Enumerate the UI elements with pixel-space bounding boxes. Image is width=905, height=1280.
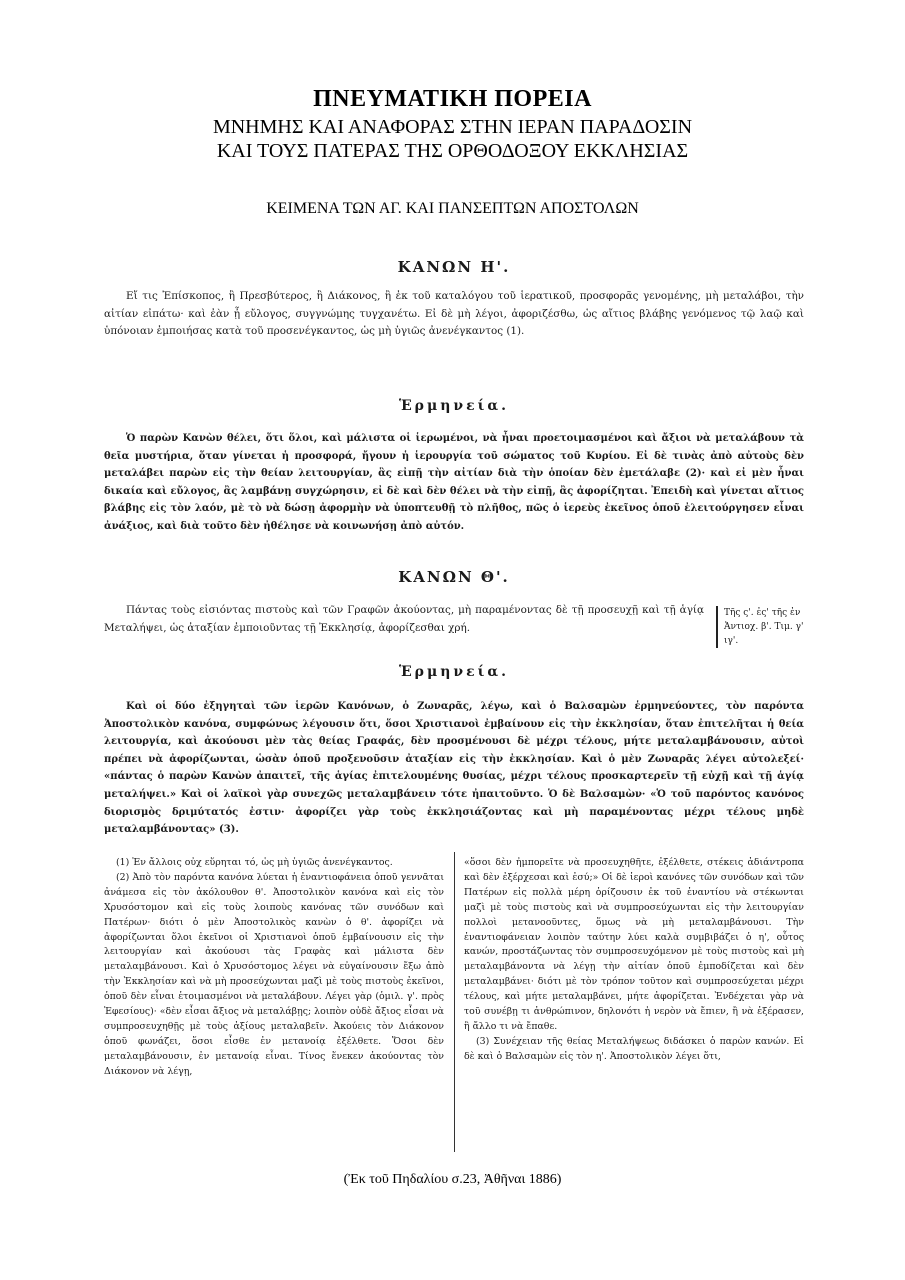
- kanon-9-text: Πάντας τοὺς εἰσιόντας πιστοὺς καὶ τῶν Γραφῶν ἀκούοντας, μὴ παραμένοντας δὲ τῇ προσευχῇ καὶ τῇ ἁγίᾳ Μεταλήψει, ὡς ἀταξίαν ἐμποιοῦντας τῇ Ἐκκλησίᾳ, ἀφορίζεσθαι χρή.: [104, 604, 704, 634]
- footnote-2-continued: «ὅσοι δὲν ἠμπορεῖτε νὰ προσευχηθῆτε, ἐξέλθετε, στέκεις ἀδιάντροπα καὶ δὲν ἐξέρχεσαι καὶ ἐσύ;» Οἱ δὲ ἱεροὶ κανόνες τῶν συνόδων καὶ τῶν Πατέρων εἰς πολλὰ μέρη ὁρίζουσιν ἐκ τοῦ ἐναντίου νὰ στέκωνται μαζὶ μὲ τοὺς πιστοὺς καὶ νὰ συμπροσεύχωνται εἰς τὴν λειτουργίαν πολλοὶ μετανοοῦντες, ὅμως νὰ μὴ μεταλαμβάνουσι. Τὴν ἐναντιοφάνειαν λοιπὸν ταύτην λύει καλὰ συμβιβάζει ὁ η', οὗτος κανών, προστάζωντας τὸν συμπροσευχόμενον μὲ τοὺς πιστοὺς καὶ μὴ μεταλαμβάνοντα νὰ λέγῃ τὴν αἰτίαν ὁποῦ ἐμποδίζεται καὶ δὲν μεταλαμβάνει· διότι μὲ τὸν τρόπον τοῦτον καὶ συμπροσεύχεται μέχρι τέλους, καὶ μήτε μεταλαμβάνει, μήτε ἀφορίζεται. Ἐνδέχεται γὰρ νὰ τοῦ συνέβῃ τι ἀνθρώπινον, δηλονότι ἡ νερὸν νὰ ἔπιεν, ἢ νὰ ἐξέρασεν, ἢ ἄλλο τι νὰ ἔπαθε.: [464, 857, 804, 1032]
- footnote-3: (3) Συνέχειαν τῆς θείας Μεταλήψεως διδάσκει ὁ παρὼν κανών. Εἰ δὲ καὶ ὁ Βαλσαμὼν εἰς τὸν η'. Ἀποστολικὸν λέγει ὅτι,: [464, 1035, 804, 1062]
- hermeneia-8-heading: Ἑρμηνεία.: [398, 398, 510, 414]
- margin-note: Τῆς ς'. ἐς' τῆς ἐν Ἀντιοχ. β'. Τιμ. γ' ιγ'.: [716, 606, 812, 648]
- subtitle-line-2: ΚΑΙ ΤΟΥΣ ΠΑΤΕΡΑΣ ΤΗΣ ΟΡΘΟΔΟΞΟΥ ΕΚΚΛΗΣΙΑΣ: [216, 140, 689, 162]
- hermeneia-8-text: Ὁ παρὼν Κανὼν θέλει, ὅτι ὅλοι, καὶ μάλιστα οἱ ἱερωμένοι, νὰ ἦναι προετοιμασμένοι καὶ ἄξιοι νὰ μεταλάβουν τὰ θεῖα μυστήρια, ὅταν γίνεται ἡ προσφορά, ἤγουν ἡ ἱερουργία τοῦ σώματος τοῦ Κυρίου. Εἰ δὲ τινὰς ἀπὸ αὐτοὺς δὲν μεταλάβει παρὼν εἰς τὴν θείαν λειτουργίαν, ἂς εἰπῇ τὴν αἰτίαν διὰ τὴν ὁποίαν δὲν ἐμετάλαβε (2)· καὶ εἰ μὲν ἦναι δικαία καὶ εὔλογος, ἂς λαμβάνῃ συγχώρησιν, εἰ δὲ καὶ δὲν θέλει νὰ τὴν εἰπῇ, ἂς ἀφορίζηται. Ἐπειδὴ καὶ γίνεται αἴτιος βλάβης εἰς τὸν λαόν, μὲ τὸ νὰ δώσῃ ἀφορμὴν νὰ ὑποπτευθῇ τὸ πλῆθος, πῶς ὁ ἱερεὺς ἐκεῖνος ὁποῦ ἐλειτούργησεν εἶναι ἀνάξιος, καὶ διὰ τοῦτο δὲν ἠθέλησε νὰ κοινωνήσῃ ἀπὸ αὐτόν.: [104, 433, 804, 532]
- column-divider: [454, 852, 455, 1152]
- source-caption: (Ἐκ τοῦ Πηδαλίου σ.23, Ἀθῆναι 1886): [343, 1172, 562, 1187]
- kanon-8-heading: ΚΑΝΩΝ Η'.: [397, 258, 511, 276]
- footnote-2: (2) Ἀπὸ τὸν παρόντα κανόνα λύεται ἡ ἐναντιοφάνεια ὁποῦ γεννᾶται ἀνάμεσα εἰς τὸν ἀκόλουθον θ'. Ἀποστολικὸν κανόνα καὶ εἰς τὸν Χρυσόστομον καὶ εἰς τοὺς λοιποὺς κανόνας τῶν συνόδων καὶ Πατέρων· διότι ὁ μὲν Ἀποστολικὸς κανὼν ὁ θ'. ἀφορίζει νὰ ἀφορίζωνται ὅλοι ἐκεῖνοι οἱ Χριστιανοὶ ὁποῦ ἐμβαίνουσιν εἰς τὴν λειτουργίαν καὶ ἀκούουσι τὰς Γραφὰς καὶ μάλιστα δὲν μεταλαμβάνουσι. Καὶ ὁ Χρυσόστομος λέγει νὰ εὐγαίνουσιν ἔξω ἀπὸ τὴν Ἐκκλησίαν καὶ νὰ μὴ προσεύχωνται μαζὶ μὲ τοὺς πιστοὺς ἐκεῖνοι, ὁποῦ δὲν εἶναι ἑτοιμασμένοι νὰ μεταλάβουν. Λέγει γὰρ (ὁμιλ. γ'. πρὸς Ἐφεσίους)· «δὲν εἶσαι ἄξιος νὰ μεταλάβῃς; λοιπὸν οὐδὲ ἄξιος εἶσαι νὰ συμπροσευχηθῇς μὲ τοὺς ἀξίους μεταλαβεῖν. Ἀκούεις τὸν Διάκονον ὁποῦ φωνάζει, ὅσοι εἶσθε ἐν μετανοίᾳ ἐξέλθετε. Ὅσοι δὲν μεταλαμβάνουσιν, ἐν μετανοίᾳ εἶναι. Τίνος ἕνεκεν ἀκούοντας τὸν Διάκονον νὰ λέγῃ,: [104, 871, 444, 1077]
- footnotes-left-column: [104, 856, 444, 1080]
- section-heading: ΚΕΙΜΕΝΑ ΤΩΝ ΑΓ. ΚΑΙ ΠΑΝΣΕΠΤΩΝ ΑΠΟΣΤΟΛΩΝ: [266, 200, 639, 217]
- hermeneia-9-heading: Ἑρμηνεία.: [398, 664, 510, 680]
- scanned-page: [104, 256, 804, 1156]
- footnotes-right-column: [464, 856, 804, 1065]
- footnote-1: (1) Ἐν ἄλλοις οὐχ εὕρηται τό, ὡς μὴ ὑγιῶς ἀνενέγκαντος.: [116, 857, 393, 868]
- subtitle-line-1: ΜΝΗΜΗΣ ΚΑΙ ΑΝΑΦΟΡΑΣ ΣΤΗΝ ΙΕΡΑΝ ΠΑΡΑΔΟΣΙΝ: [212, 116, 693, 138]
- kanon-9-heading: ΚΑΝΩΝ Θ'.: [398, 568, 510, 586]
- kanon-8-text: Εἴ τις Ἐπίσκοπος, ἢ Πρεσβύτερος, ἢ Διάκονος, ἢ ἐκ τοῦ καταλόγου τοῦ ἱερατικοῦ, προσφορᾶς γενομένης, μὴ μεταλάβοι, τὴν αἰτίαν εἰπάτω· καὶ ἐὰν ᾖ εὔλογος, συγγνώμης τυγχανέτω. Εἰ δὲ μὴ λέγοι, ἀφοριζέσθω, ὡς αἴτιος βλάβης γενόμενος τῷ λαῷ καὶ ὑπόνοιαν ἐμποιήσας κατὰ τοῦ προσενέγκαντος, ὡς μὴ ὑγιῶς ἀνενέγκαντος (1).: [104, 290, 804, 338]
- hermeneia-9-text: Καὶ οἱ δύο ἐξηγηταὶ τῶν ἱερῶν Κανόνων, ὁ Ζωναρᾶς, λέγω, καὶ ὁ Βαλσαμὼν ἑρμηνεύοντες, τὸν παρόντα Ἀποστολικὸν κανόνα, συμφώνως λέγουσιν ὅτι, ὅσοι Χριστιανοὶ ἐμβαίνουν εἰς τὴν ἐκκλησίαν, ὅταν ἐπιτελῆται ἡ θεία λειτουργία, καὶ ἀκούουσι μὲν τὰς θείας Γραφάς, δὲν προσμένουσι δὲ μέχρι τέλους, μήτε μεταλαμβάνουσιν, αὐτοὶ πρέπει νὰ ἀφορίζωνται, ὡσὰν ὁποῦ προξενοῦσιν ἀταξίαν εἰς τὴν ἐκκλησίαν. Καὶ ὁ μὲν Ζωναρᾶς λέγει αὐτολεξεί· «πάντας ὁ παρὼν Κανὼν ἀπαιτεῖ, τῆς ἁγίας ἐπιτελουμένης θυσίας, μέχρι τέλους προσκαρτερεῖν τῇ εὐχῇ καὶ τῇ ἁγίᾳ μεταλήψει.» Καὶ οἱ λαϊκοὶ γὰρ συνεχῶς μεταλαμβάνειν τότε ἠπαιτοῦντο. Ὁ δὲ Βαλσαμὼν· «Ὁ τοῦ παρόντος κανόνος διορισμὸς δριμύτατός ἐστιν· ἀφορίζει γὰρ τοὺς ἐκκλησιάζοντας καὶ μὴ παραμένοντας μέχρι τέλους μηδὲ μεταλαμβάνοντας» (3).: [104, 701, 804, 836]
- page-title: ΠΝΕΥΜΑΤΙΚΗ ΠΟΡΕΙΑ: [313, 86, 592, 112]
